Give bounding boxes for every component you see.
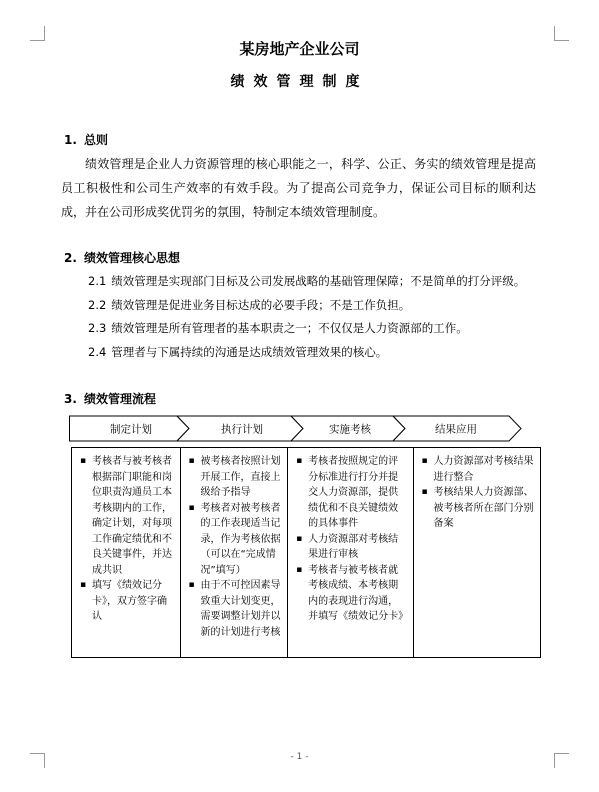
flow-step-4-label: 结果应用 <box>435 423 477 436</box>
list-item: ▪ 考核结果人力资源部、被考核者所在部门分别备案 <box>422 485 534 532</box>
list-item: ▪ 考核者与被考核者就考核成绩、本考核期内的表现进行沟通，并填写《绩效记分卡》 <box>296 563 406 625</box>
list-item: ▪ 考核者按照规定的评分标准进行打分并提交人力资源部，提供绩优和不良关键绩效的具体事件 <box>296 454 406 532</box>
list-item: ▪ 考核者对被考核者的工作表现适当记录，作为考核依据（可以在“完成情况”填写） <box>189 501 282 579</box>
section-title: 绩效管理核心思想 <box>84 251 181 265</box>
company-title: 某房地产企业公司 <box>239 40 360 58</box>
subitem-2-2 <box>88 297 410 313</box>
section-title: 总则 <box>84 133 109 147</box>
process-detail-table <box>71 447 541 658</box>
table-column-apply <box>414 448 540 657</box>
flow-step-1-label: 制定计划 <box>110 423 152 436</box>
subitem-2-3 <box>88 320 468 336</box>
section-heading-2 <box>64 249 180 266</box>
list-item: ▪ 被考核者按照计划开展工作，直接上级给予指导 <box>189 454 282 501</box>
subitem-text: 绩效管理是实现部门目标及公司发展战略的基础管理保障；不是简单的打分评级。 <box>111 274 526 288</box>
section-number: 1. <box>64 133 77 147</box>
section-number: 2. <box>64 251 77 265</box>
flow-step-3-label: 实施考核 <box>329 423 371 436</box>
section-heading-1 <box>64 131 108 148</box>
table-column-assess <box>288 448 413 657</box>
flow-step-2-label: 执行计划 <box>221 423 263 436</box>
process-flow-arrows <box>69 415 524 443</box>
subitem-2-1 <box>88 273 525 289</box>
document-title: 绩效管理制度 <box>230 74 369 90</box>
table-column-plan <box>72 448 181 657</box>
subitem-text: 绩效管理是所有管理者的基本职责之一；不仅仅是人力资源部的工作。 <box>111 321 468 335</box>
subitem-number: 2.2 <box>88 298 107 312</box>
section-1-paragraph: 绩效管理是企业人力资源管理的核心职能之一，科学、公正、务实的绩效管理是提高员工积极性和公司生产效率的有效手段。为了提高公司竞争力，保证公司目标的顺利达成，并在公司形成奖优罚劣的氛围，特制定本绩效管理制度。 <box>61 157 536 219</box>
subitem-text: 绩效管理是促进业务目标达成的必要手段；不是工作负担。 <box>111 298 411 312</box>
subitem-number: 2.4 <box>88 345 107 359</box>
list-item: ▪ 由于不可控因素导致重大计划变更，需要调整计划并以新的计划进行考核 <box>189 578 282 640</box>
list-item: ▪ 考核者与被考核者根据部门职能和岗位职责沟通员工本考核期内的工作，确定计划，对每项工作确定绩优和不良关键事件，并达成共识 <box>80 454 174 578</box>
list-item: ▪ 人力资源部对考核结果进行审核 <box>296 532 406 563</box>
list-item: ▪ 填写《绩效记分卡》，双方签字确认 <box>80 578 174 625</box>
subitem-number: 2.3 <box>88 321 107 335</box>
section-title: 绩效管理流程 <box>84 392 157 406</box>
section-number: 3. <box>64 392 77 406</box>
page-number: - 1 - <box>290 752 309 762</box>
subitem-2-4 <box>88 344 387 360</box>
list-item: ▪ 人力资源部对考核结果进行整合 <box>422 454 534 485</box>
subitem-number: 2.1 <box>88 274 107 288</box>
table-column-execute <box>181 448 289 657</box>
section-heading-3 <box>64 390 156 407</box>
subitem-text: 管理者与下属持续的沟通是达成绩效管理效果的核心。 <box>111 345 388 359</box>
